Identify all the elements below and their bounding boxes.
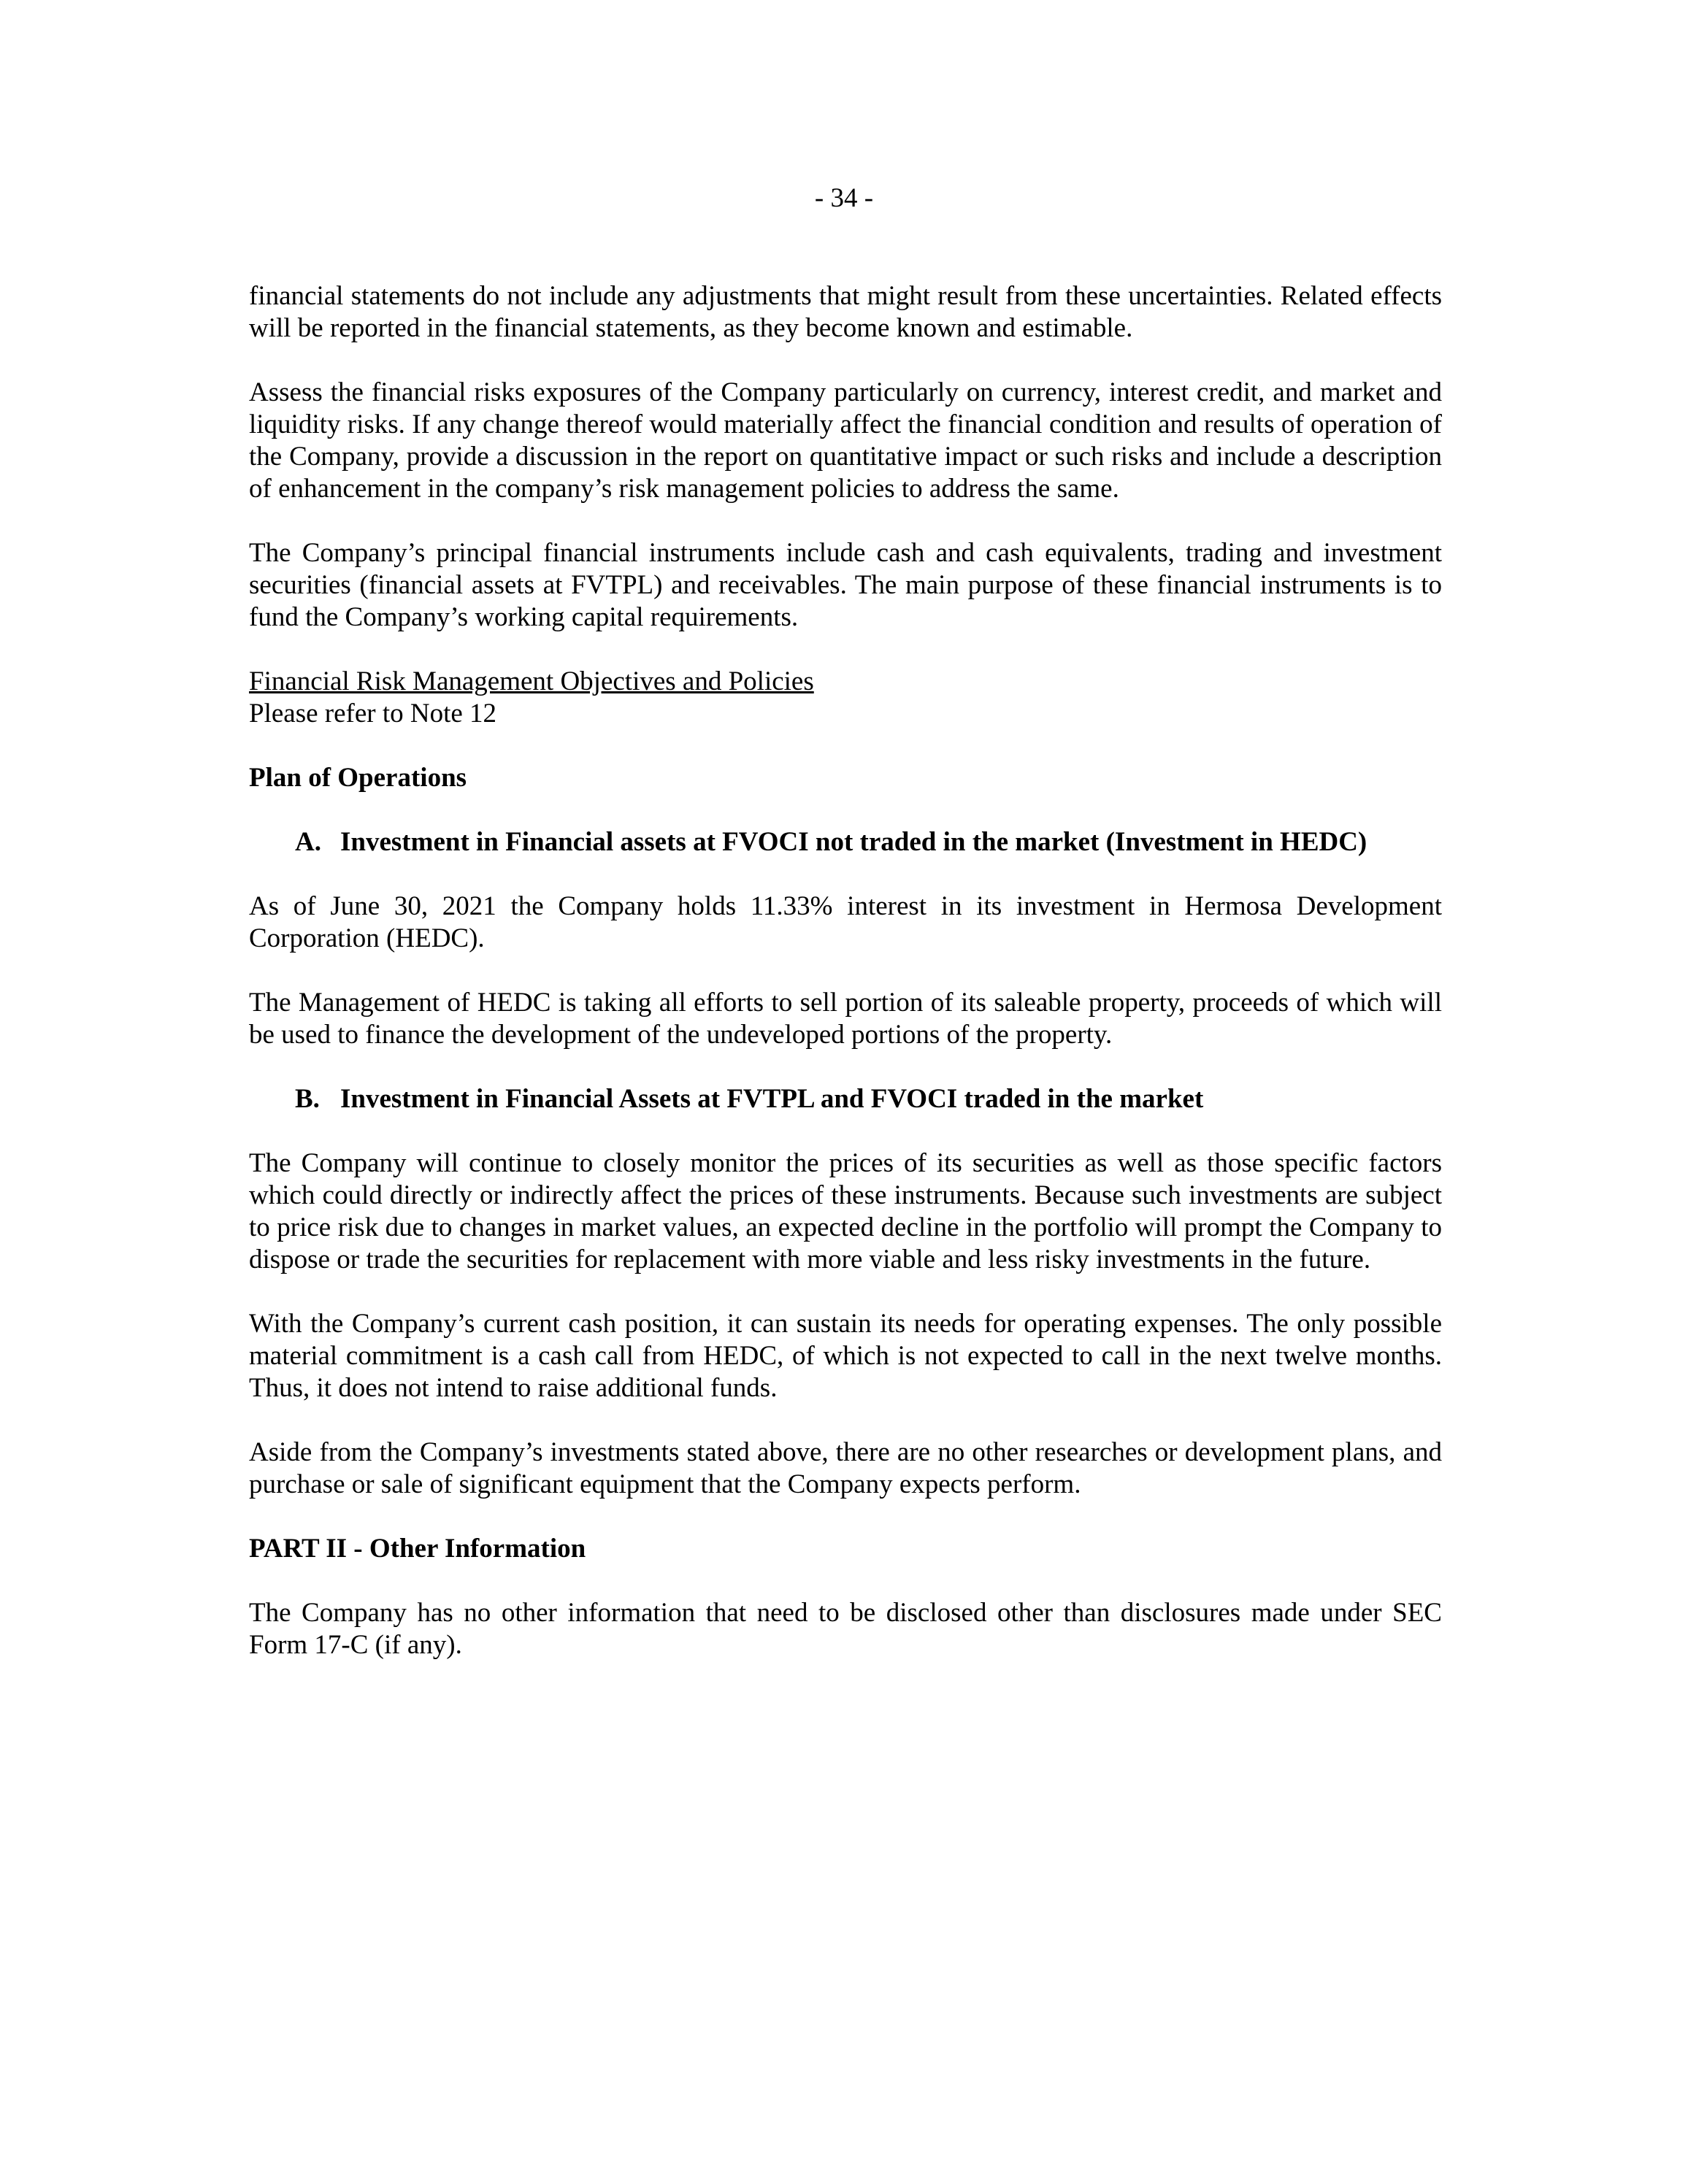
paragraph-hedc-management: The Management of HEDC is taking all efforts to sell portion of its saleable property, proceeds of which will be used to finance the development of the undeveloped portions of the property.	[249, 988, 1442, 1050]
paragraph-financial-risks: Assess the financial risks exposures of the Company particularly on currency, interest credit, and market and liquidity risks. If any change thereof would materially affect the financial condition and results of operation of the Company, provide a discussion in the report on quantitative impact or such risks and include a description of enhancement in the company’s risk management policies to address the same.	[249, 377, 1442, 504]
risk-management-note: Please refer to Note 12	[249, 699, 497, 728]
page-content	[249, 280, 1442, 1693]
page-number: - 34 -	[814, 183, 874, 213]
section-a-letter: A.	[295, 827, 321, 857]
paragraph-uncertainties: financial statements do not include any adjustments that might result from these uncertainties. Related effects will be reported in the financial statements, as they become known and estimable.	[249, 281, 1442, 343]
paragraph-cash-position: With the Company’s current cash position, it can sustain its needs for operating expenses. The only possible material commitment is a cash call from HEDC, of which is not expected to call in the next twelve months. Thus, it does not intend to raise additional funds.	[249, 1309, 1442, 1403]
part-two-heading: PART II - Other Information	[249, 1534, 586, 1564]
section-b-letter: B.	[295, 1084, 320, 1114]
paragraph-hedc-interest: As of June 30, 2021 the Company holds 11.33% interest in its investment in Hermosa Development Corporation (HEDC).	[249, 891, 1442, 953]
risk-management-block	[249, 666, 1442, 730]
paragraph-other-information: The Company has no other information that need to be disclosed other than disclosures made under SEC Form 17-C (if any).	[249, 1598, 1442, 1660]
paragraph-no-other-plans: Aside from the Company’s investments stated above, there are no other researches or development plans, and purchase or sale of significant equipment that the Company expects perform.	[249, 1437, 1442, 1499]
section-b-title: Investment in Financial Assets at FVTPL and FVOCI traded in the market	[340, 1084, 1204, 1114]
paragraph-financial-instruments: The Company’s principal financial instruments include cash and cash equivalents, trading and investment securities (financial assets at FVTPL) and receivables. The main purpose of these financial instruments is to fund the Company’s working capital requirements.	[249, 538, 1442, 632]
plan-of-operations-heading: Plan of Operations	[249, 763, 467, 793]
section-a-heading	[249, 826, 1442, 858]
section-a-title: Investment in Financial assets at FVOCI not traded in the market (Investment in HEDC)	[340, 827, 1367, 857]
risk-management-heading: Financial Risk Management Objectives and Policies	[249, 666, 814, 696]
paragraph-monitor-prices: The Company will continue to closely monitor the prices of its securities as well as those specific factors which could directly or indirectly affect the prices of these instruments. Because such investments are subject to price risk due to changes in market values, an expected decline in the portfolio will prompt the Company to dispose or trade the securities for replacement with more viable and less risky investments in the future.	[249, 1148, 1442, 1274]
section-b-heading	[249, 1083, 1442, 1115]
